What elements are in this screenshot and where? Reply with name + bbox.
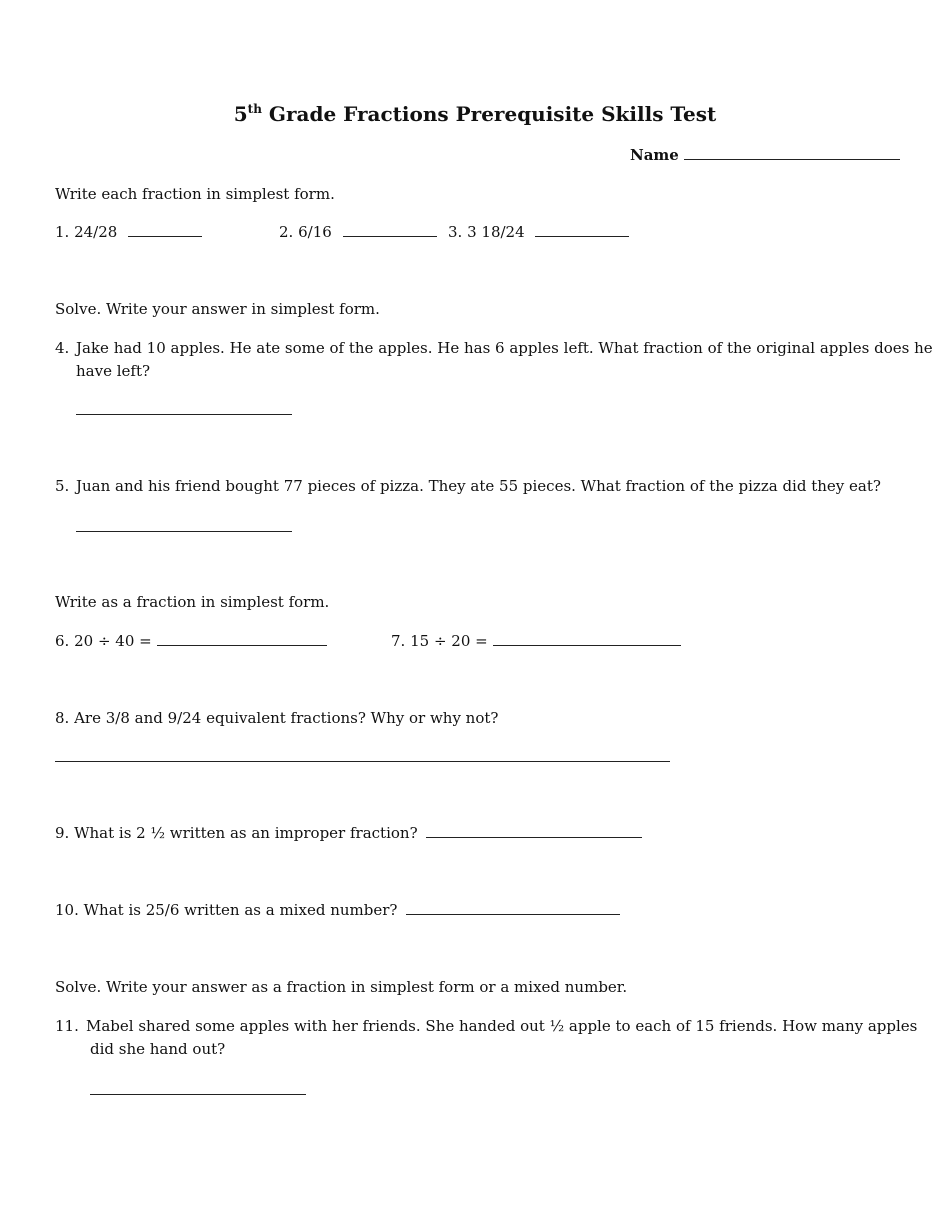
question-4-number: 4. xyxy=(55,339,70,357)
answer-11-row xyxy=(90,1080,306,1100)
answer-3-blank[interactable] xyxy=(535,222,629,237)
title-grade-number: 5 xyxy=(233,102,248,126)
answer-5-row xyxy=(76,517,292,537)
answer-9-blank[interactable] xyxy=(426,823,642,838)
question-2-text: 6/16 xyxy=(298,223,332,241)
name-input[interactable] xyxy=(684,145,900,160)
answer-4-row xyxy=(76,400,292,420)
question-1-text: 24/28 xyxy=(74,223,118,241)
name-row xyxy=(630,145,900,165)
answer-10-blank[interactable] xyxy=(406,900,620,915)
answer-6-blank[interactable] xyxy=(157,631,327,646)
answer-1-blank[interactable] xyxy=(128,222,202,237)
question-6 xyxy=(55,631,327,651)
question-6-text: 20 ÷ 40 = xyxy=(74,632,152,650)
title-text: Grade Fractions Prerequisite Skills Test xyxy=(261,102,717,126)
name-label: Name xyxy=(630,146,679,164)
question-2 xyxy=(279,222,437,242)
question-1 xyxy=(55,222,202,242)
page-title xyxy=(0,101,950,127)
section-solve-instruction: Solve. Write your answer in simplest form. xyxy=(55,300,380,318)
question-9-text: What is 2 ½ written as an improper fraction? xyxy=(74,824,418,842)
question-8-text: Are 3/8 and 9/24 equivalent fractions? Why or why not? xyxy=(74,709,499,727)
question-5-text: Juan and his friend bought 77 pieces of pizza. They ate 55 pieces. What fraction of the pizza did they eat? xyxy=(76,477,881,495)
question-11-text-line2: did she hand out? xyxy=(90,1040,226,1058)
question-8 xyxy=(55,708,498,728)
section-simplest-instruction: Write each fraction in simplest form. xyxy=(55,185,335,203)
question-4-text-line1: Jake had 10 apples. He ate some of the apples. He has 6 apples left. What fraction of the original apples does he xyxy=(76,339,933,357)
question-10 xyxy=(55,900,620,920)
question-7-text: 15 ÷ 20 = xyxy=(410,632,488,650)
question-11-number: 11. xyxy=(55,1017,79,1035)
answer-8-row xyxy=(55,747,670,767)
question-8-number: 8. xyxy=(55,709,70,727)
answer-11-blank[interactable] xyxy=(90,1080,306,1095)
section-as-fraction-instruction: Write as a fraction in simplest form. xyxy=(55,593,330,611)
question-7-number: 7. xyxy=(391,632,406,650)
question-2-number: 2. xyxy=(279,223,294,241)
answer-7-blank[interactable] xyxy=(493,631,681,646)
section-solve-mixed-instruction: Solve. Write your answer as a fraction in simplest form or a mixed number. xyxy=(55,978,628,996)
question-3 xyxy=(448,222,629,242)
answer-8-blank[interactable] xyxy=(55,747,670,762)
question-10-number: 10. xyxy=(55,901,79,919)
answer-4-blank[interactable] xyxy=(76,400,292,415)
title-grade-superscript: th xyxy=(247,102,262,116)
question-9 xyxy=(55,823,642,843)
question-6-number: 6. xyxy=(55,632,70,650)
question-11-text-line1: Mabel shared some apples with her friends. She handed out ½ apple to each of 15 friends. How many apples xyxy=(86,1017,918,1035)
question-1-number: 1. xyxy=(55,223,70,241)
answer-2-blank[interactable] xyxy=(343,222,437,237)
question-3-number: 3. xyxy=(448,223,463,241)
question-10-text: What is 25/6 written as a mixed number? xyxy=(83,901,398,919)
question-9-number: 9. xyxy=(55,824,70,842)
question-3-text: 3 18/24 xyxy=(467,223,525,241)
question-4-text-line2: have left? xyxy=(76,362,151,380)
answer-5-blank[interactable] xyxy=(76,517,292,532)
question-7 xyxy=(391,631,681,651)
question-5-number: 5. xyxy=(55,477,70,495)
